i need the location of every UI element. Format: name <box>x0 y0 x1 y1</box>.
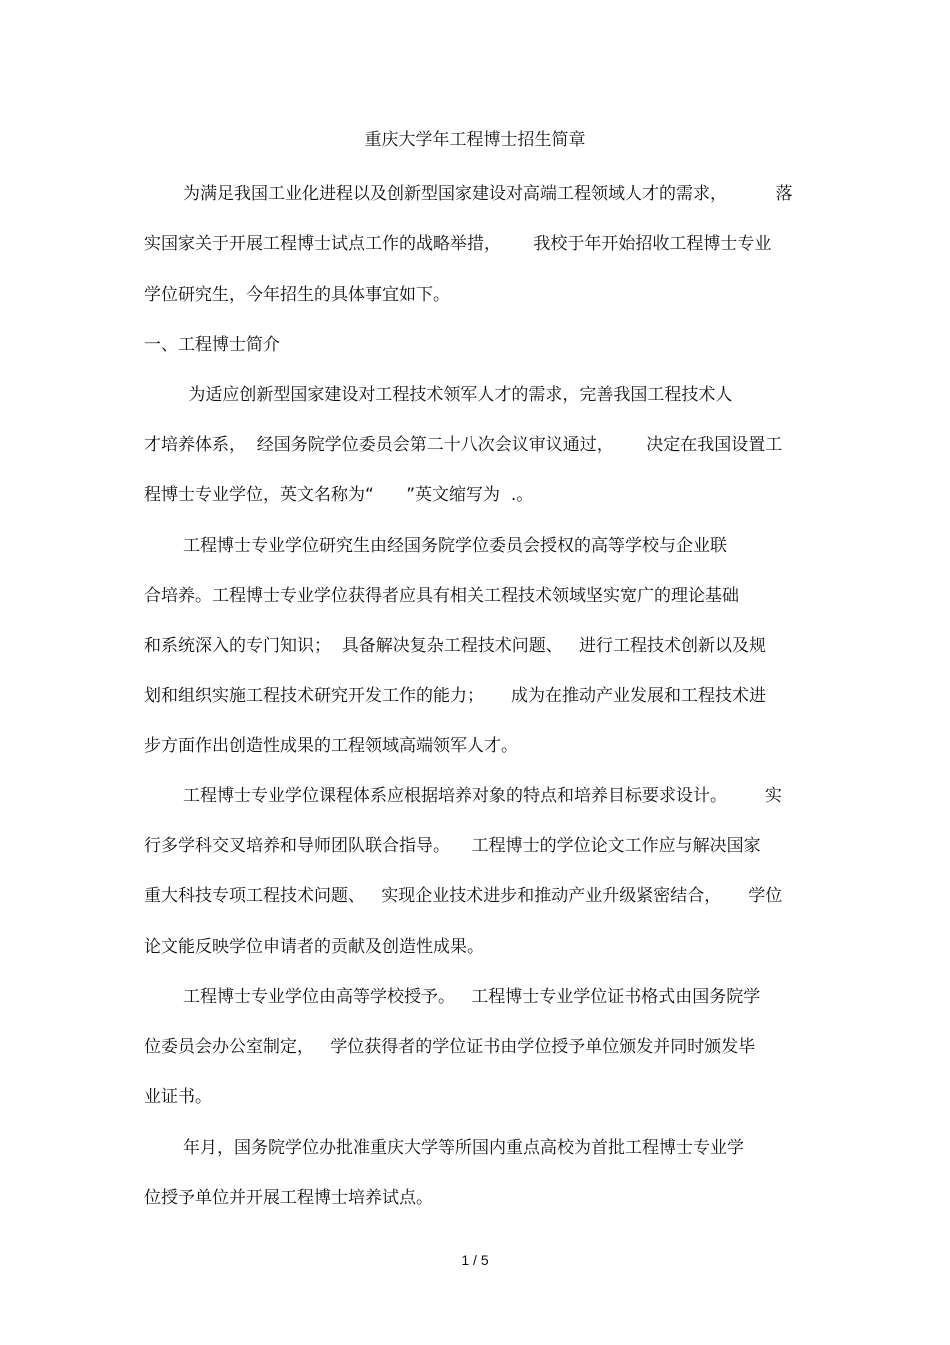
document-title: 重庆大学年工程博士招生简章 <box>364 130 586 150</box>
paragraph-line: 才培养体系， 经国务院学位委员会第二十八次会议审议通过， 决定在我国设置工 <box>144 435 783 455</box>
paragraph-line: 位授予单位并开展工程博士培养试点。 <box>144 1188 433 1208</box>
section-heading: 一、工程博士简介 <box>144 335 280 355</box>
paragraph-line: 为适应创新型国家建设对工程技术领军人才的需求，完善我国工程技术人 <box>183 385 733 405</box>
page-number: 1 / 5 <box>461 1252 489 1268</box>
paragraph-line: 划和组织实施工程技术研究开发工作的能力； 成为在推动产业发展和工程技术进 <box>144 686 767 706</box>
paragraph-line: 为满足我国工业化进程以及创新型国家建设对高端工程领域人才的需求， 落 <box>183 184 793 204</box>
paragraph-line: 程博士专业学位，英文名称为“ ”英文缩写为 .。 <box>144 485 534 505</box>
paragraph-line: 行多学科交叉培养和导师团队联合指导。 工程博士的学位论文工作应与解决国家 <box>144 836 761 856</box>
paragraph-line: 年月，国务院学位办批准重庆大学等所国内重点高校为首批工程博士专业学 <box>183 1138 744 1158</box>
paragraph-line: 步方面作出创造性成果的工程领域高端领军人才。 <box>144 736 518 756</box>
paragraph-line: 学位研究生，今年招生的具体事宜如下。 <box>144 285 450 305</box>
paragraph-line: 工程博士专业学位由高等学校授予。 工程博士专业学位证书格式由国务院学 <box>183 987 761 1007</box>
paragraph-line: 位委员会办公室制定， 学位获得者的学位证书由学位授予单位颁发并同时颁发毕 <box>144 1037 756 1057</box>
paragraph-line: 工程博士专业学位课程体系应根据培养对象的特点和培养目标要求设计。 实 <box>183 786 782 806</box>
paragraph-line: 业证书。 <box>144 1087 212 1107</box>
paragraph-line: 合培养。工程博士专业学位获得者应具有相关工程技术领域坚实宽广的理论基础 <box>144 586 739 606</box>
paragraph-line: 实国家关于开展工程博士试点工作的战略举措， 我校于年开始招收工程博士专业 <box>144 234 772 254</box>
paragraph-line: 论文能反映学位申请者的贡献及创造性成果。 <box>144 937 484 957</box>
paragraph-line: 工程博士专业学位研究生由经国务院学位委员会授权的高等学校与企业联 <box>183 536 727 556</box>
paragraph-line: 和系统深入的专门知识； 具备解决复杂工程技术问题、 进行工程技术创新以及规 <box>144 636 767 656</box>
paragraph-line: 重大科技专项工程技术问题、 实现企业技术进步和推动产业升级紧密结合， 学位 <box>144 886 783 906</box>
